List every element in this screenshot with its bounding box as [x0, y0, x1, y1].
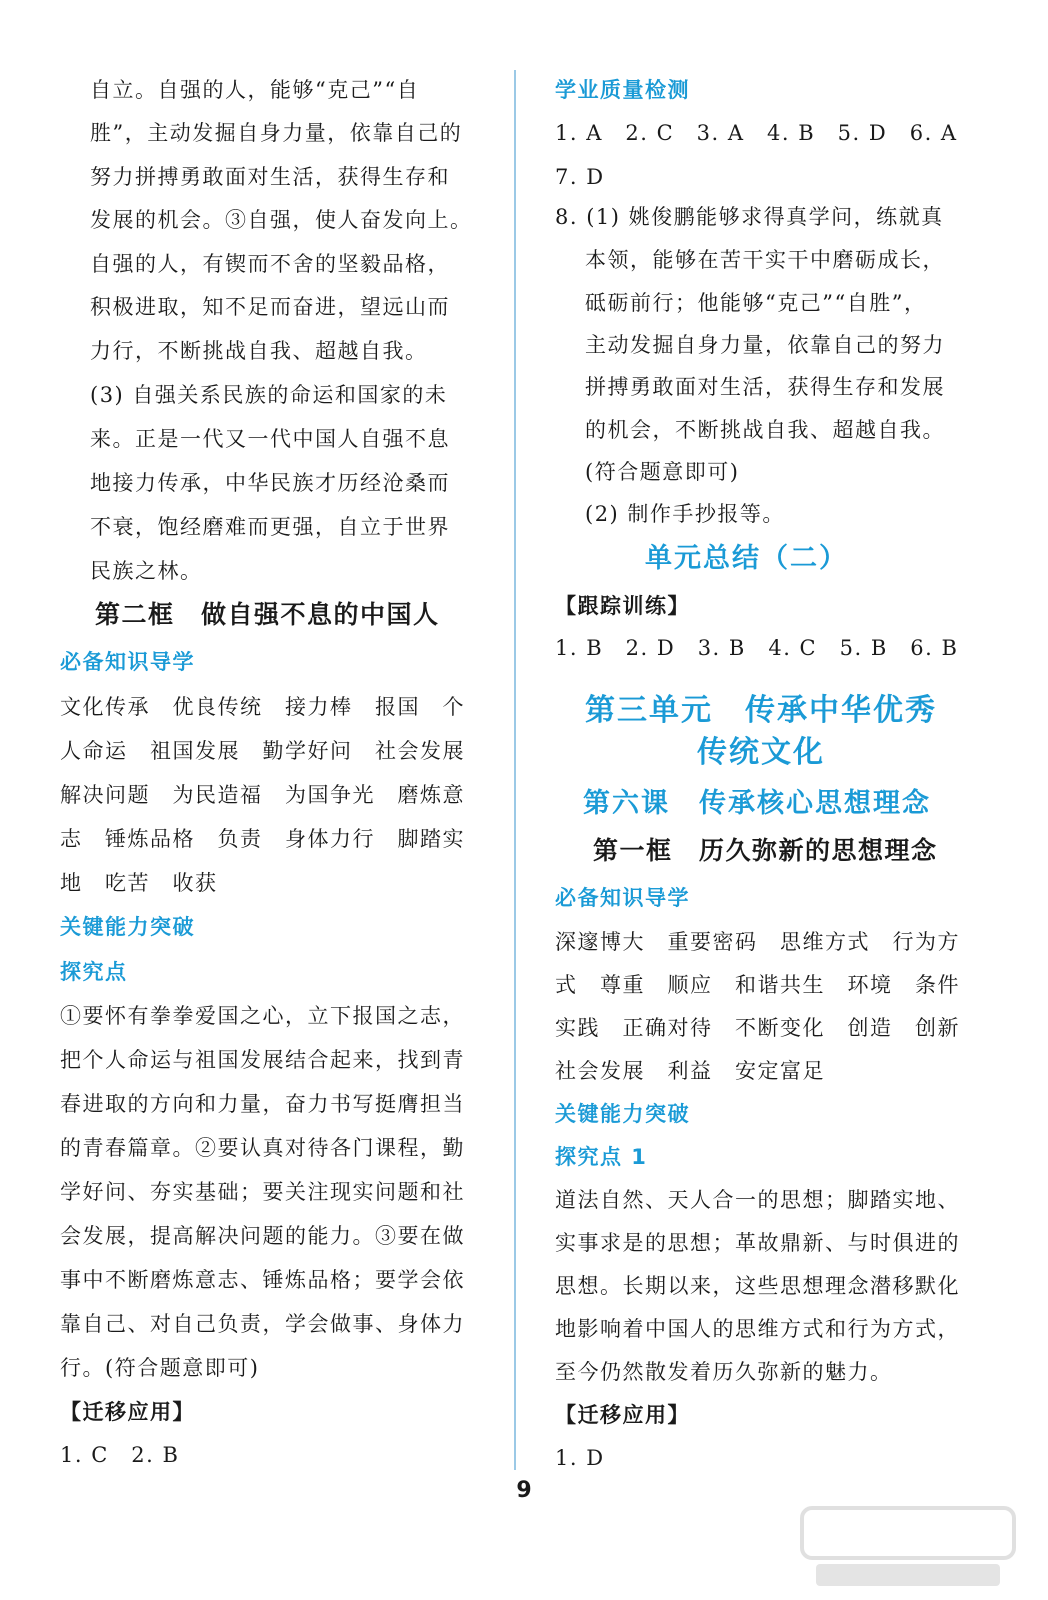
knowledge-line: 式 尊重 顺应 和谐共生 环境 条件	[555, 973, 960, 997]
text-line: 地接力传承，中华民族才历经沧桑而	[90, 471, 450, 495]
quality-line: 7. D	[555, 165, 605, 189]
text-line: 不衰，饱经磨难而更强，自立于世界	[90, 515, 450, 539]
quality-line: 的机会，不断挑战自我、超越自我。	[585, 418, 945, 442]
knowledge-line: 人命运 祖国发展 勤学好问 社会发展	[60, 739, 465, 763]
ability-heading: 关键能力突破	[555, 1102, 690, 1126]
knowledge-line: 深邃博大 重要密码 思维方式 行为方	[555, 930, 960, 954]
explore-line: 行。(符合题意即可)	[60, 1356, 260, 1380]
explore-line: 至今仍然散发着历久弥新的魅力。	[555, 1360, 893, 1384]
quality-line: 8. (1) 姚俊鹏能够求得真学问，练就真	[555, 205, 944, 229]
knowledge-line: 文化传承 优良传统 接力棒 报国 个	[60, 695, 465, 719]
explore-line: 思想。长期以来，这些思想理念潜移默化	[555, 1274, 960, 1298]
knowledge-line: 解决问题 为民造福 为国争光 磨炼意	[60, 783, 465, 807]
text-line: 自强的人，有锲而不舍的坚毅品格，	[90, 252, 450, 276]
column-divider	[514, 70, 516, 1470]
text-line: 努力拼搏勇敢面对生活，获得生存和	[90, 165, 450, 189]
explore-line: 靠自己、对自己负责，学会做事、身体力	[60, 1312, 465, 1336]
knowledge-heading: 必备知识导学	[555, 886, 690, 910]
explore-line: 地影响着中国人的思维方式和行为方式，	[555, 1317, 960, 1341]
text-line: (3) 自强关系民族的命运和国家的未	[90, 383, 448, 407]
transfer-heading: 【迁移应用】	[60, 1399, 195, 1424]
quality-line: 本领，能够在苦干实干中磨砺成长，	[585, 248, 945, 272]
transfer-heading: 【迁移应用】	[555, 1402, 690, 1427]
unit3-title-line1: 第三单元 传承中华优秀	[585, 693, 937, 728]
text-line: 发展的机会。③自强，使人奋发向上。	[90, 208, 473, 232]
transfer-answers: 1. C 2. B	[60, 1443, 180, 1467]
text-line: 自立。自强的人，能够“克己”“自	[90, 78, 420, 102]
ability-heading: 关键能力突破	[60, 915, 195, 939]
tracking-heading: 【跟踪训练】	[555, 593, 690, 618]
knowledge-line: 社会发展 利益 安定富足	[555, 1059, 825, 1083]
text-line: 胜”，主动发掘自身力量，依靠自己的	[90, 121, 463, 145]
page-number: 9	[516, 1478, 532, 1503]
explore-line: 实事求是的思想；革故鼎新、与时俱进的	[555, 1231, 960, 1255]
explore-line: 会发展，提高解决问题的能力。③要在做	[60, 1224, 465, 1248]
text-line: 来。正是一代又一代中国人自强不息	[90, 427, 450, 451]
text-line: 民族之林。	[90, 559, 203, 583]
explore-heading: 探究点 1	[555, 1145, 648, 1169]
section-title: 第二框 做自强不息的中国人	[95, 600, 440, 629]
quality-heading: 学业质量检测	[555, 78, 690, 102]
quality-line: 1. A 2. C 3. A 4. B 5. D 6. A	[555, 121, 958, 145]
frame1-title: 第一框 历久弥新的思想理念	[593, 836, 938, 865]
knowledge-line: 志 锤炼品格 负责 身体力行 脚踏实	[60, 827, 465, 851]
explore-line: 学好问、夯实基础；要关注现实问题和社	[60, 1180, 465, 1204]
quality-line: 拼搏勇敢面对生活，获得生存和发展	[585, 375, 945, 399]
transfer-answers: 1. D	[555, 1446, 605, 1470]
watermark-logo	[798, 1502, 1018, 1592]
explore-line: 春进取的方向和力量，奋力书写挺膺担当	[60, 1092, 465, 1116]
unit-summary-title: 单元总结（二）	[645, 543, 848, 574]
knowledge-line: 地 吃苦 收获	[60, 871, 218, 895]
quality-line: 砥砺前行；他能够“克己”“自胜”，	[585, 291, 927, 315]
explore-line: 道法自然、天人合一的思想；脚踏实地、	[555, 1188, 960, 1212]
knowledge-heading: 必备知识导学	[60, 650, 195, 674]
tracking-answers: 1. B 2. D 3. B 4. C 5. B 6. B	[555, 636, 959, 660]
explore-heading: 探究点	[60, 960, 128, 984]
explore-line: 把个人命运与祖国发展结合起来，找到青	[60, 1048, 465, 1072]
knowledge-line: 实践 正确对待 不断变化 创造 创新	[555, 1016, 960, 1040]
unit3-title-line2: 传统文化	[697, 735, 825, 770]
explore-line: 事中不断磨炼意志、锤炼品格；要学会依	[60, 1268, 465, 1292]
explore-line: 的青春篇章。②要认真对待各门课程，勤	[60, 1136, 465, 1160]
quality-line: (符合题意即可)	[585, 460, 740, 484]
explore-line: ①要怀有拳拳爱国之心，立下报国之志，	[60, 1004, 465, 1028]
lesson6-title: 第六课 传承核心思想理念	[583, 788, 931, 819]
quality-line: (2) 制作手抄报等。	[585, 502, 785, 526]
text-line: 积极进取，知不足而奋进，望远山而	[90, 295, 450, 319]
quality-line: 主动发掘自身力量，依靠自己的努力	[585, 333, 945, 357]
text-line: 力行，不断挑战自我、超越自我。	[90, 339, 428, 363]
